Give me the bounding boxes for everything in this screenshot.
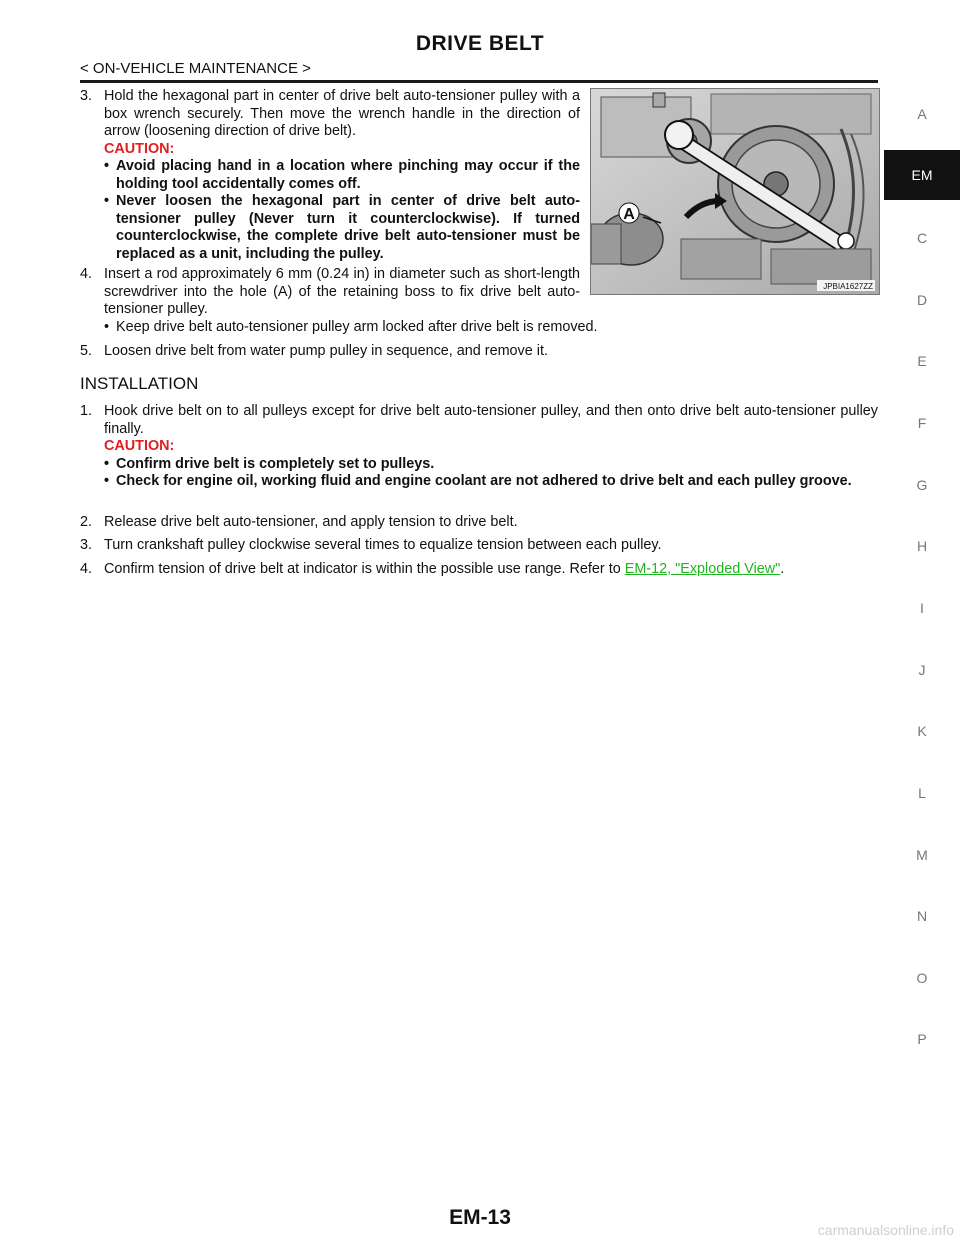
installation-step-3 — [80, 537, 878, 555]
note-item: • Keep drive belt auto-tensioner pulley arm locked after drive belt is removed. — [104, 319, 598, 335]
tab-j[interactable]: J — [918, 662, 926, 678]
step-text: Hold the hexagonal part in center of drive belt auto-tensioner pulley with a box wrench securely. Then move the wrench handle in the direction of arrow (loosening direction of drive belt). — [104, 88, 580, 139]
installation-step-4 — [80, 561, 878, 579]
tab-d[interactable]: D — [916, 292, 928, 308]
step-number: 5. — [80, 343, 93, 359]
caution-item: • Check for engine oil, working fluid and engine coolant are not adhered to drive belt and each pulley groove. — [104, 473, 852, 489]
step-text: Release drive belt auto-tensioner, and apply tension to drive belt. — [104, 514, 518, 530]
removal-step-5 — [80, 343, 878, 361]
tab-a[interactable]: A — [917, 106, 927, 122]
removal-step-4 — [80, 266, 580, 319]
installation-step-1 — [80, 403, 878, 491]
tab-g[interactable]: G — [916, 477, 928, 493]
watermark: carmanualsonline.info — [817, 1222, 954, 1238]
step-number: 3. — [80, 537, 93, 553]
figure-code: JPBIA1627ZZ — [823, 282, 873, 291]
drive-belt-tensioner-photo — [590, 88, 880, 295]
tab-c[interactable]: C — [916, 230, 928, 246]
caution-label: CAUTION: — [104, 438, 175, 454]
page-title: DRIVE BELT — [415, 32, 545, 55]
installation-step-2 — [80, 514, 878, 532]
tab-f[interactable]: F — [917, 415, 927, 431]
tab-o[interactable]: O — [916, 970, 928, 986]
step-text: Turn crankshaft pulley clockwise several times to equalize tension between each pulley. — [104, 537, 662, 553]
step-number: 3. — [80, 88, 93, 104]
step-text: Loosen drive belt from water pump pulley in sequence, and remove it. — [104, 343, 548, 359]
exploded-view-link[interactable]: EM-12, "Exploded View" — [624, 561, 781, 577]
step-text: Insert a rod approximately 6 mm (0.24 in) in diameter such as short-length screwdriver into the hole (A) of the retaining boss to fix drive belt auto-tensioner pulley. — [104, 266, 580, 317]
tab-em[interactable]: EM — [884, 150, 960, 200]
caution-item: • Never loosen the hexagonal part in center of drive belt auto-tensioner pulley (Never turn it counterclockwise). If turned counterclockwise, the complete drive belt auto-tensioner must be replaced as a unit, including the pulley. — [104, 193, 580, 262]
tab-e[interactable]: E — [917, 353, 927, 369]
page-number: EM-13 — [449, 1206, 511, 1229]
removal-step-3 — [80, 88, 580, 263]
caution-item: • Avoid placing hand in a location where pinching may occur if the holding tool accidentally comes off. — [104, 158, 580, 192]
tab-l[interactable]: L — [918, 785, 926, 801]
step-number: 4. — [80, 266, 93, 282]
caution-item: • Confirm drive belt is completely set to pulleys. — [104, 455, 435, 472]
tab-m[interactable]: M — [916, 847, 928, 863]
tab-h[interactable]: H — [916, 538, 928, 554]
callout-a-label: A — [623, 206, 635, 223]
step-text: Hook drive belt on to all pulleys except for drive belt auto-tensioner pulley, and then onto drive belt auto-tensioner pulley finally. — [104, 403, 878, 437]
tab-p[interactable]: P — [917, 1031, 927, 1047]
engine-illustration — [591, 89, 879, 294]
installation-heading: INSTALLATION — [80, 374, 199, 393]
tab-i[interactable]: I — [920, 600, 924, 616]
removal-step-4-note — [80, 319, 878, 337]
step-number: 2. — [80, 514, 93, 530]
tab-n[interactable]: N — [916, 908, 928, 924]
caution-label: CAUTION: — [104, 140, 175, 157]
tab-k[interactable]: K — [917, 723, 927, 739]
step-number: 1. — [80, 403, 93, 419]
step-number: 4. — [80, 561, 93, 577]
step-text: Confirm tension of drive belt at indicator is within the possible use range. Refer to EM-12, "Exploded View". — [104, 561, 785, 577]
section-subtitle: < ON-VEHICLE MAINTENANCE > — [80, 60, 311, 77]
header-rule — [80, 80, 878, 83]
